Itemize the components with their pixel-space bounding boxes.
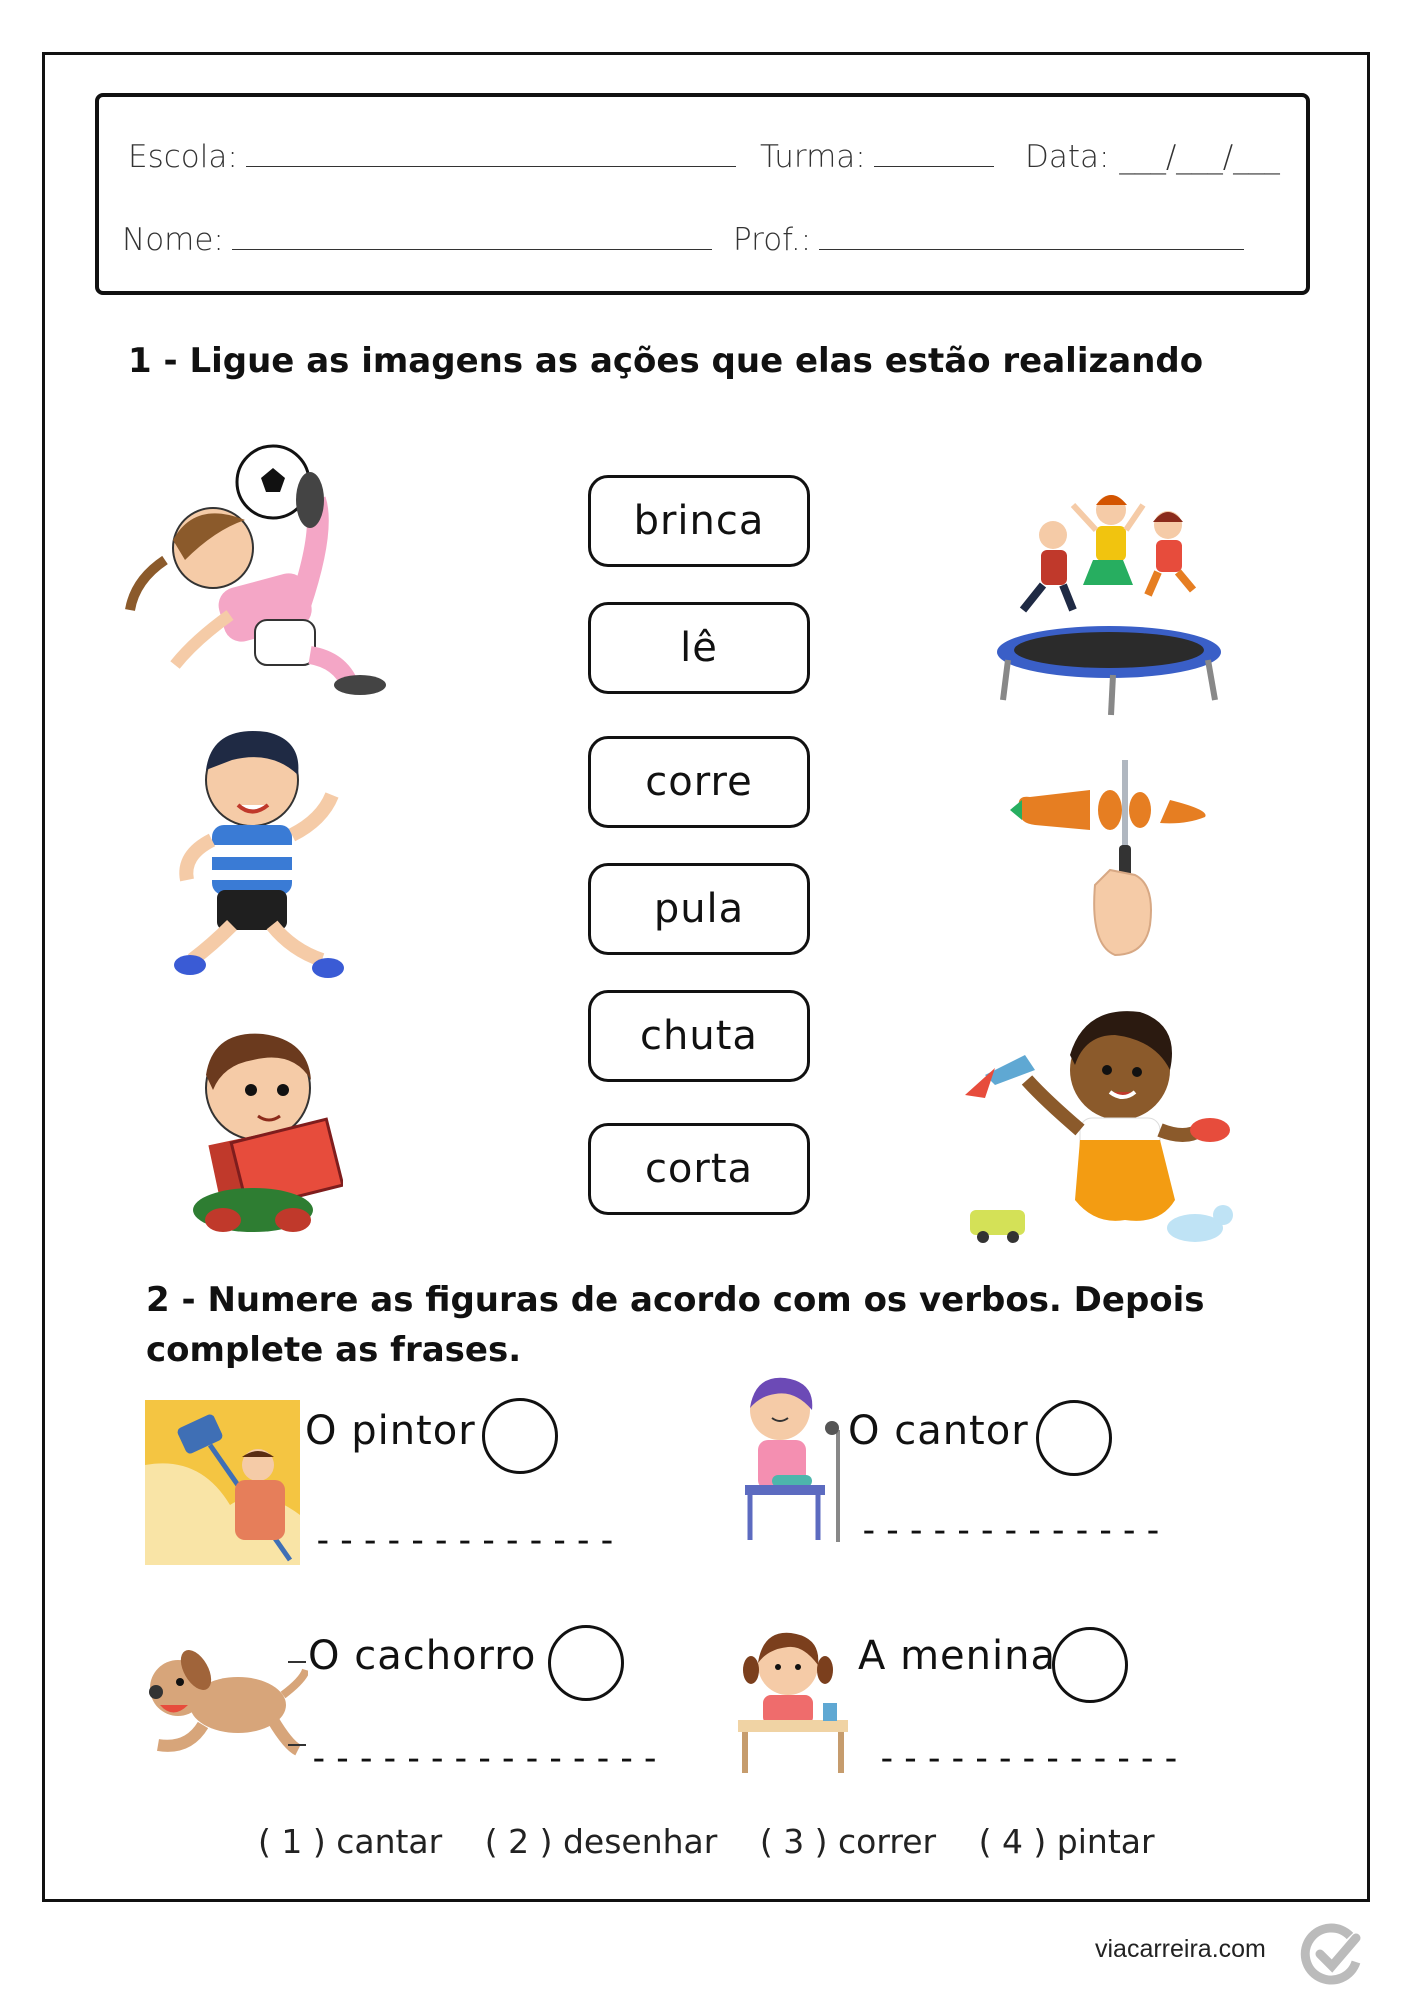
answer-blank-girl[interactable]: ------------- [876,1738,1184,1779]
option-desenhar: ( 2 ) desenhar [484,1822,718,1861]
boy-running-image[interactable] [172,720,352,985]
phrase-dog: O cachorro [308,1633,537,1679]
option-correr: ( 3 ) correr [759,1822,937,1861]
name-label: Nome: [122,222,224,258]
teacher-label: Prof.: [733,222,812,258]
phrase-singer: O cantor [848,1408,1029,1454]
date-label: Data: ___/___/___ [1025,139,1280,175]
exercise2-title-line1: 2 - Numere as figuras de acordo com os verbos. Depois [146,1280,1205,1320]
checkmark-logo-icon [1300,1922,1364,1986]
school-field[interactable] [128,139,736,175]
answer-blank-singer[interactable]: ------------- [858,1510,1166,1551]
option-pintar: ( 4 ) pintar [978,1822,1155,1861]
cutting-carrot-image[interactable] [1010,755,1210,960]
answer-circle-girl[interactable] [1052,1627,1128,1703]
name-field[interactable] [122,222,712,258]
painter-image[interactable] [140,1395,305,1570]
word-box-chuta[interactable]: chuta [588,990,810,1082]
date-field[interactable] [1025,139,1280,175]
answer-blank-painter[interactable]: ------------- [312,1520,620,1561]
word-box-pula[interactable]: pula [588,863,810,955]
exercise1-title: 1 - Ligue as imagens as ações que elas estão realizando [128,341,1204,381]
answer-circle-singer[interactable] [1036,1400,1112,1476]
kids-trampoline-image[interactable] [993,480,1228,720]
boy-playing-toys-image[interactable] [965,1000,1250,1255]
dog-image[interactable] [138,1640,308,1770]
word-box-brinca[interactable]: brinca [588,475,810,567]
boy-reading-image[interactable] [183,1020,343,1235]
singer-image[interactable] [720,1370,850,1545]
word-box-corre[interactable]: corre [588,736,810,828]
footer-site[interactable]: viacarreira.com [1095,1935,1266,1963]
phrase-girl: A menina [858,1633,1056,1679]
word-box-le[interactable]: lê [588,602,810,694]
word-box-corta[interactable]: corta [588,1123,810,1215]
school-label: Escola: [128,139,238,175]
answer-circle-dog[interactable] [548,1625,624,1701]
verb-options [258,1822,1187,1861]
phrase-painter: O pintor [305,1408,476,1454]
girl-kicking-ball-image[interactable] [125,440,395,700]
class-field[interactable] [760,139,994,175]
teacher-field[interactable] [733,222,1244,258]
exercise2-title-line2: complete as frases. [146,1330,522,1370]
header-box [95,93,1310,295]
answer-blank-dog[interactable]: --------------- [308,1738,664,1779]
class-label: Turma: [760,139,866,175]
answer-circle-painter[interactable] [482,1398,558,1474]
girl-drawing-image[interactable] [733,1625,853,1775]
option-cantar: ( 1 ) cantar [258,1822,443,1861]
